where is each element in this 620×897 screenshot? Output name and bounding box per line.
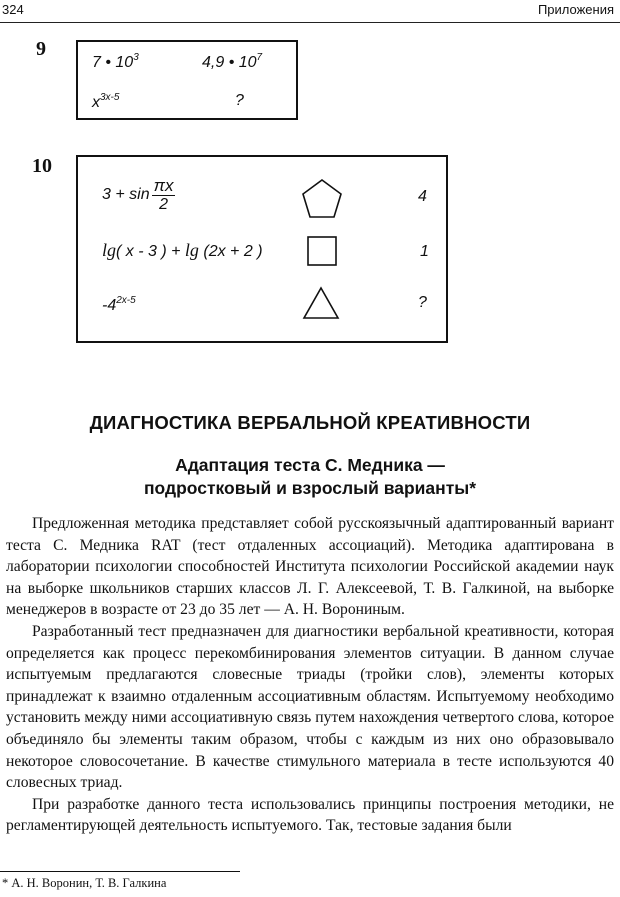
running-section-title: Приложения <box>537 2 614 17</box>
page-number: 324 <box>2 2 24 17</box>
task-9-cell-3: $x^{3x-5}$ <box>92 92 120 111</box>
task-9-number: 9 <box>36 38 46 60</box>
footnote: * А. Н. Воронин, Т. В. Галкина <box>2 876 167 890</box>
task-9-cell-4: ? <box>235 92 244 109</box>
footnote-rule <box>0 871 240 872</box>
task-10-box <box>76 155 448 343</box>
subtitle-line-1: Адаптация теста С. Медника — <box>175 455 445 475</box>
task-10-value-2: 1 <box>420 243 429 260</box>
section-title: ДИАГНОСТИКА ВЕРБАЛЬНОЙ КРЕАТИВНОСТИ <box>89 412 531 433</box>
task-10-expr-1: 3 + sin $\frac{\pi x}{2}$ <box>102 176 174 213</box>
paragraph-1: Предложенная методика представляет собой русскоязычный адаптированный вариант теста С. Медника RAT (тест отдаленных ассоциаций). Методика адаптирована в лаборатории психологии способностей Института психологии Российской академии наук на выборке школьников старших классов Л. Г. Алексеевой, Т. В. Галкиной, на выборке менеджеров в возрасте от 23 до 35 лет — А. Н. Ворониным. <box>6 515 614 619</box>
subtitle-line-2: подростковый и взрослый варианты* <box>143 478 477 498</box>
task-10-number: 10 <box>32 155 52 177</box>
task-9-box <box>76 40 298 120</box>
paragraph-3: При разработке данного теста использовались принципы построения методики, не регламентирующей деятельность испытуемого. Так, тестовые задания были <box>6 795 614 835</box>
task-10-expr-3: $-4^{2x-5}$ <box>102 295 136 314</box>
task-10-value-1: 4 <box>418 188 427 205</box>
task-10-value-3: ? <box>418 294 427 311</box>
body-text <box>6 513 614 837</box>
task-9-cell-1: 7 • $10^3$ <box>92 52 139 71</box>
triangle-icon <box>302 286 340 320</box>
task-9-cell-2: 4,9 • $10^7$ <box>202 52 263 71</box>
running-header <box>0 0 620 23</box>
task-10-expr-2: lg( x - 3 ) + lg (2x + 2 ) <box>102 240 263 260</box>
pentagon-icon <box>301 178 343 220</box>
paragraph-2: Разработанный тест предназначен для диагностики вербальной креативности, которая определяется как процесс перекомбинирования элементов ситуации. В данном случае испытуемым предлагаются словесные триады (тройки слов), элементы которых принадлежат к взаимно отдаленным ассоциативным областям. Испытуемому необходимо установить между ними ассоциативную связь путем нахождения четвертого слова, которое объединяло бы элементы таким образом, чтобы с каждым из них оно образовывало некоторое словосочетание. В качестве стимульного материала в тесте используются 40 словесных триад. <box>6 622 614 792</box>
square-icon <box>307 236 337 266</box>
